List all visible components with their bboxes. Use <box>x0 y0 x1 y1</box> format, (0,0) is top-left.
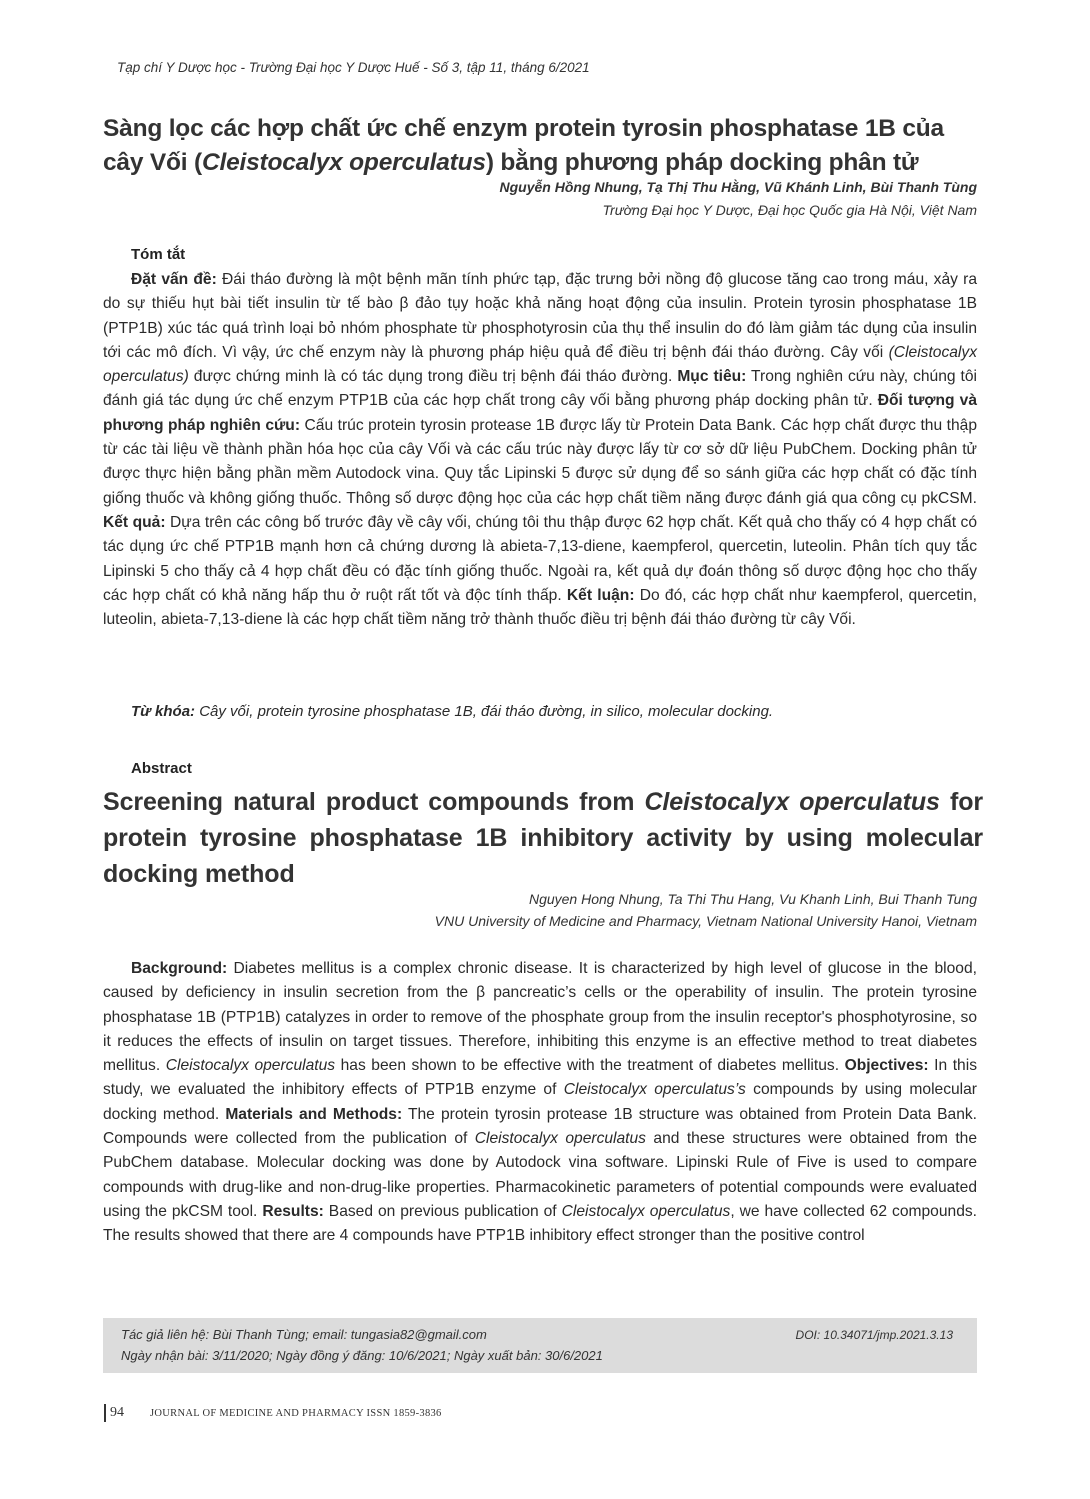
en-text-results-1: Based on previous publication of <box>323 1202 562 1220</box>
en-authors: Nguyen Hong Nhung, Ta Thi Thu Hang, Vu Khanh Linh, Bui Thanh Tung <box>528 891 977 907</box>
vi-text-background-2: được chứng minh là có tác dụng trong điều trị bệnh đái tháo đường. <box>188 368 678 386</box>
en-text-background-2: has been shown to be effective with the treatment of diabetes mellitus. <box>335 1057 845 1075</box>
en-text-background-italic: Cleistocalyx operculatus <box>165 1057 336 1075</box>
vi-label-objectives: Mục tiêu: <box>677 368 747 386</box>
vi-section-heading: Tóm tắt <box>131 246 186 263</box>
vi-keywords <box>131 703 773 720</box>
en-affiliation: VNU University of Medicine and Pharmacy, Vietnam National University Hanoi, Vietnam <box>434 913 977 929</box>
en-title-species: Cleistocalyx operculatus <box>644 788 940 816</box>
doi-line: DOI: 10.34071/jmp.2021.3.13 <box>795 1328 953 1342</box>
en-text-results-italic: Cleistocalyx operculatus <box>561 1202 731 1220</box>
vi-keywords-label: Từ khóa: <box>131 703 196 720</box>
en-label-methods: Materials and Methods: <box>225 1105 403 1123</box>
vi-affiliation: Trường Đại học Y Dược, Đại học Quốc gia Hà Nội, Việt Nam <box>602 202 977 218</box>
page-number: 94 <box>110 1405 124 1420</box>
vi-keywords-text: Cây vối, protein tyrosine phosphatase 1B, đái tháo đường, in silico, molecular docking. <box>195 703 774 720</box>
journal-header: Tạp chí Y Dược học - Trường Đại học Y Dược Huế - Số 3, tập 11, tháng 6/2021 <box>117 60 590 75</box>
vi-title-line2-post: ) bằng phương pháp docking phân tử <box>485 149 919 176</box>
vi-title-species: Cleistocalyx operculatus <box>201 149 486 176</box>
en-label-results: Results: <box>262 1202 324 1220</box>
vi-text-conclusion: Do đó, các hợp chất như kaempferol, quercetin, luteolin, abieta-7,13-diene là các hợp chất tiềm năng trở thành thuốc điều trị bệnh đái tháo đường từ cây Vối. <box>103 586 977 629</box>
vi-title-line1: Sàng lọc các hợp chất ức chế enzym protein tyrosin phosphatase 1B của <box>103 115 944 142</box>
vi-text-background-1: Đái tháo đường là một bệnh mãn tính phức tạp, đặc trưng bởi nồng độ glucose tăng cao trong máu, xảy ra do sự thiếu hụt bài tiết insulin từ tế bào β đảo tụy hoặc khả năng hoạt động của insulin. Protein tyrosin phosphatase 1B (PTP1B) xúc tác quá trình loại bỏ nhóm phosphate từ phosphotyrosin của thụ thể insulin do đó làm giảm tác dụng của insulin tới các mô đích. Vì vậy, ức chế enzym này là phương pháp hiệu quả để điều trị bệnh đái tháo đường. Cây vối <box>103 271 977 361</box>
en-text-methods-1: The protein tyrosin protease 1B structure was obtained from Protein Data Bank. Compounds were collected from the publication of <box>103 1105 978 1148</box>
en-text-objectives-1: In this study, we evaluated the inhibitory effects of PTP1B enzyme of <box>103 1057 977 1099</box>
en-text-objectives-2: compounds by using molecular docking method. <box>103 1081 978 1123</box>
vi-label-methods: Đối tượng và phương pháp nghiên cứu: <box>103 392 977 434</box>
vi-text-background-italic: (Cleistocalyx operculatus) <box>103 343 977 386</box>
page-number-bar <box>104 1404 106 1422</box>
vi-abstract-body <box>103 268 977 632</box>
dates-line: Ngày nhận bài: 3/11/2020; Ngày đồng ý đăng: 10/6/2021; Ngày xuất bản: 30/6/2021 <box>121 1348 603 1363</box>
correspondence-box <box>103 1318 977 1373</box>
en-label-objectives: Objectives: <box>844 1057 929 1075</box>
en-text-background-1: Diabetes mellitus is a complex chronic disease. It is characterized by high level of glucose in the blood, caused by deficiency in insulin secretion from the β pancreatic’s cells or the operability of insulin. The protein tyrosine phosphatase 1B (PTP1B) catalyzes in order to remove of the phosphate group from the insulin receptor's phosphotyrosine, so it reduces the effects of insulin on target tissues. Therefore, inhibiting this enzyme is an effective method to treat diabetes mellitus. <box>103 960 977 1075</box>
en-text-objectives-italic: Cleistocalyx operculatus’s <box>563 1081 746 1099</box>
journal-footer: JOURNAL OF MEDICINE AND PHARMACY ISSN 1859-3836 <box>150 1408 442 1419</box>
correspondence-line: Tác giả liên hệ: Bùi Thanh Tùng; email: tungasia82@gmail.com <box>121 1327 487 1342</box>
en-title-pre: Screening natural product compounds from <box>103 788 645 816</box>
en-label-background: Background: <box>131 960 228 977</box>
vi-text-results: Dựa trên các công bố trước đây về cây vối, chúng tôi thu thập được 62 hợp chất. Kết quả cho thấy có 4 hợp chất có tác dụng ức chế PTP1B mạnh hơn cả chứng dương là abieta-7,13-diene, kaempferol, quercetin, luteolin. Phân tích quy tắc Lipinski 5 cho thấy cả 4 hợp chất đều có đặc tính giống thuốc. Ngoài ra, kết quả dự đoán thông số dược động học cho thấy các hợp chất có khả năng hấp thu ở ruột rất tốt và độc tính thấp. <box>103 513 978 604</box>
en-text-methods-italic: Cleistocalyx operculatus <box>474 1130 646 1148</box>
vi-authors: Nguyễn Hồng Nhung, Tạ Thị Thu Hằng, Vũ Khánh Linh, Bùi Thanh Tùng <box>499 179 977 195</box>
vi-label-background: Đặt vấn đề: <box>131 271 217 288</box>
en-title-post: for protein tyrosine phosphatase 1B inhibitory activity by using molecular docking method <box>103 788 983 888</box>
vi-text-methods: Cấu trúc protein tyrosin protease 1B được lấy từ Protein Data Bank. Các hợp chất được thu thập từ các tài liệu về thành phần hóa học của cây Vối và các cấu trúc này được lấy từ cơ sở dữ liệu PubChem. Docking phân tử được thực hiện bằng phần mềm Autodock vina. Quy tắc Lipinski 5 được sử dụng để so sánh giữa các hợp chất có đặc tính giống thuốc và không giống thuốc. Thông số dược động học của các hợp chất tiềm năng được đánh giá qua công cụ pkCSM. <box>103 416 978 507</box>
vi-text-objectives: Trong nghiên cứu này, chúng tôi đánh giá tác dụng ức chế enzym PTP1B của các hợp chất trong cây vối bằng phương pháp docking phân tử. <box>103 368 977 410</box>
english-title <box>103 784 983 892</box>
vi-label-conclusion: Kết luận: <box>566 586 635 604</box>
vi-title-line2-pre: cây Vối ( <box>103 149 202 176</box>
en-section-heading: Abstract <box>131 760 192 777</box>
en-text-results-2: , we have collected 62 compounds. The results showed that there are 4 compounds have PTP1B inhibitory effect stronger than the positive control <box>103 1202 977 1245</box>
en-abstract-body <box>103 957 977 1249</box>
vietnamese-title <box>103 112 983 180</box>
en-text-methods-2: and these structures were obtained from the PubChem database. Molecular docking was done by Autodock vina software. Lipinski Rule of Five is used to compare compounds with drug-like and non-drug-like properties. Pharmacokinetic parameters of potential compounds were evaluated using the pkCSM tool. <box>103 1130 977 1220</box>
vi-label-results: Kết quả: <box>103 513 166 531</box>
